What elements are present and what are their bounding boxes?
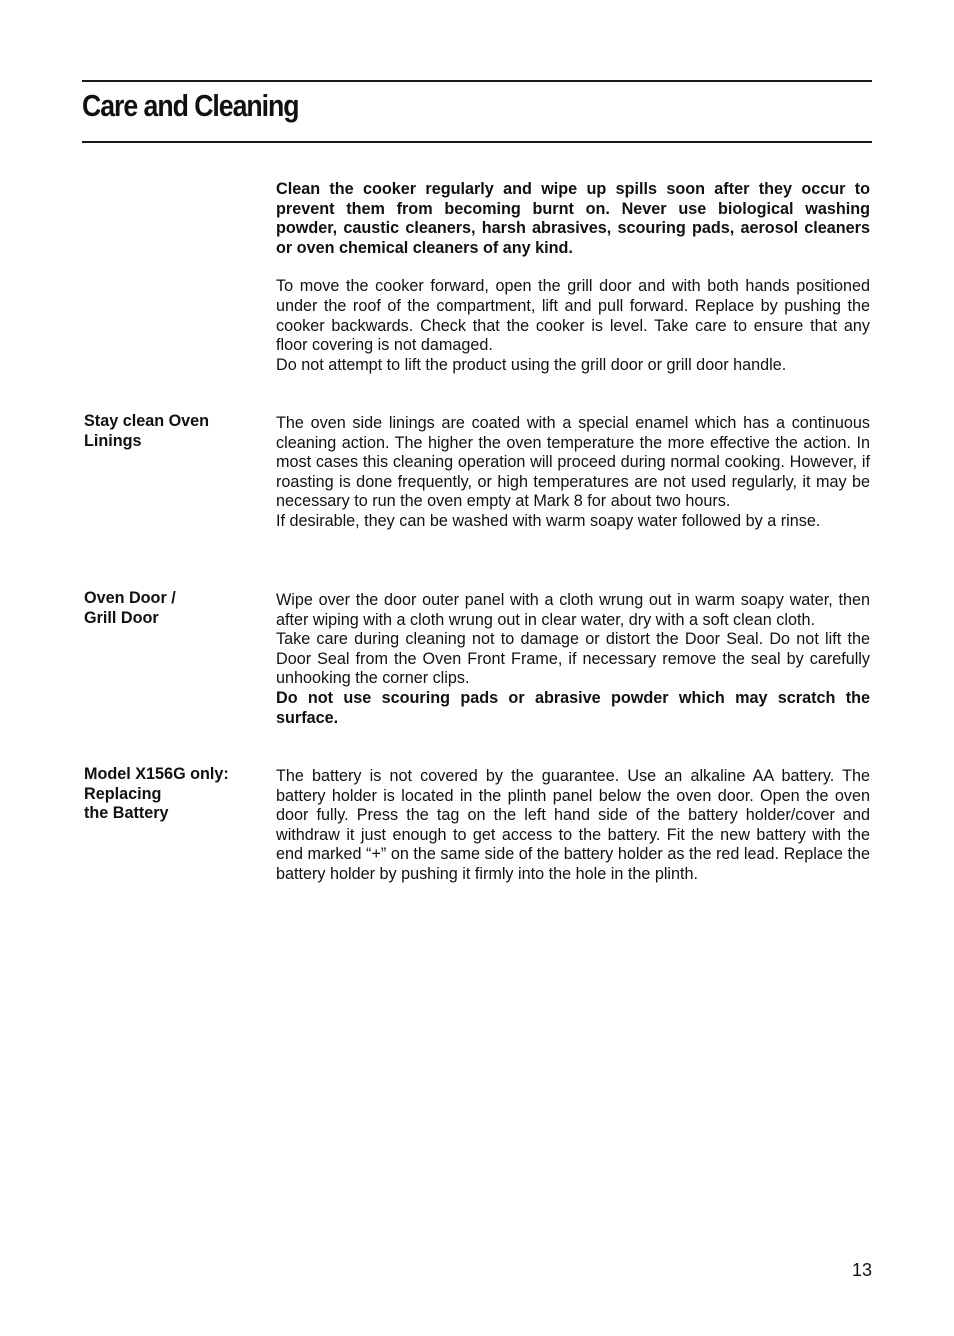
move-cooker-text: To move the cooker forward, open the grill door and with both hands positioned under the roof of the compartment, lift and pull forward. Replace by pushing the cooker backwards. Check that the cooker is level. Take care to ensure that any floor covering is not damaged. bbox=[276, 277, 870, 355]
section-heading-line: the Battery bbox=[84, 804, 169, 822]
lift-warning-text: Do not attempt to lift the product using the grill door or grill door handle. bbox=[276, 355, 787, 374]
oven-door-paragraph: Wipe over the door outer panel with a cloth wrung out in warm soapy water, then after wiping with a cloth wrung out in clear water, dry with a soft clean cloth. bbox=[276, 591, 870, 629]
oven-door-body bbox=[276, 591, 870, 728]
page-title: Care and Cleaning bbox=[82, 88, 299, 123]
section-heading-oven-linings: Stay clean Oven Linings bbox=[84, 412, 210, 450]
oven-linings-body bbox=[276, 414, 870, 532]
section-heading-line: Oven Door / bbox=[84, 589, 176, 607]
battery-paragraph: The battery is not covered by the guarantee. Use an alkaline AA battery. The battery holder is located in the plinth panel below the oven door. Open the oven door fully. Press the tag on the left hand side of the battery holder/cover and withdraw it just enough to get access to the battery. Fit the new battery with the end marked “+” on the same side of the battery holder as the red lead. Replace the battery holder by pushing it firmly into the hole in the plinth. bbox=[276, 767, 870, 883]
scouring-warning-text: Do not use scouring pads or abrasive powder which may scratch the surface. bbox=[276, 688, 870, 727]
oven-linings-paragraph: The oven side linings are coated with a special enamel which has a continuous cleaning action. The higher the oven temperature the more effective the action. In most cases this cleaning operation will proceed during normal cooking. However, if roasting is done frequently, or high temperatures are not used regularly, it may be necessary to run the oven empty at Mark 8 for about two hours. bbox=[276, 414, 870, 511]
page-number: 13 bbox=[851, 1260, 872, 1280]
oven-door-paragraph: Take care during cleaning not to damage or distort the Door Seal. Do not lift the Door Seal from the Oven Front Frame, if necessary remove the seal by carefully unhooking the corner clips. bbox=[276, 630, 870, 688]
section-heading-oven-door bbox=[84, 589, 269, 628]
header-bottom-rule bbox=[82, 141, 872, 143]
section-heading-line: Replacing bbox=[84, 784, 162, 803]
cleaning-warning-text: Clean the cooker regularly and wipe up spills soon after they occur to prevent them from becoming burnt on. Never use biological washing powder, caustic cleaners, harsh abrasives, scouring pads, aerosol cleaners or oven chemical cleaners of any kind. bbox=[276, 180, 870, 257]
section-heading-line: Model X156G only: bbox=[84, 765, 229, 783]
header-top-rule bbox=[82, 80, 872, 82]
intro-body bbox=[276, 180, 870, 375]
section-heading-battery bbox=[84, 765, 269, 824]
oven-linings-paragraph: If desirable, they can be washed with warm soapy water followed by a rinse. bbox=[276, 511, 821, 530]
battery-body bbox=[276, 767, 870, 885]
section-heading-line: Grill Door bbox=[84, 608, 159, 627]
